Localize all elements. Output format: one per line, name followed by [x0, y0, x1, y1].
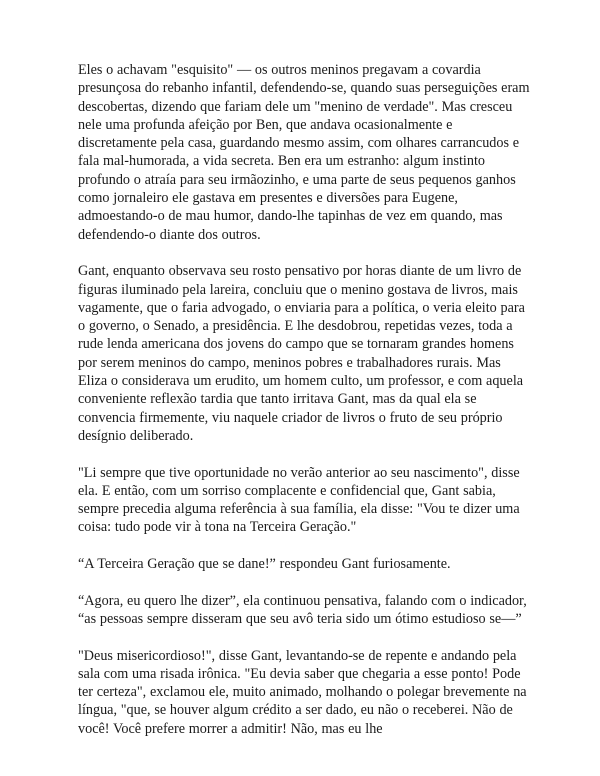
- paragraph-4: “A Terceira Geração que se dane!” respondeu Gant furiosamente.: [78, 556, 451, 573]
- paragraph-2: Gant, enquanto observava seu rosto pensativo por horas diante de um livro de figuras iluminado pela lareira, concluiu que o menino gostava de livros, mais vagamente, que o faria advogado, o enviaria para a política, o veria eleito para o governo, o Senado, a presidência. E lhe desdobrou, repetidas vezes, toda a rude lenda americana dos jovens do campo que se tornaram grandes homens por serem meninos do campo, meninos pobres e trabalhadores rurais. Mas Eliza o considerava um erudito, um homem culto, um professor, e com aquela conveniente reflexão tardia que tanto irritava Gant, mas da qual ela se convencia firmemente, viu naquele criador de livros o fruto de seu próprio desígnio deliberado.: [78, 263, 525, 444]
- paragraph-6: "Deus misericordioso!", disse Gant, levantando-se de repente e andando pela sala com uma risada irônica. "Eu devia saber que chegaria a esse ponto! Pode ter certeza", exclamou ele, muito animado, molhando o polegar brevemente na língua, "que, se houver algum crédito a ser dado, eu não o receberei. Não de você! Você prefere morrer a admitir! Não, mas eu lhe: [78, 647, 527, 737]
- paragraph-5: “Agora, eu quero lhe dizer”, ela continuou pensativa, falando com o indicador, “as pessoas sempre disseram que seu avô teria sido um ótimo estudioso se—”: [78, 592, 527, 627]
- document-page: [78, 61, 530, 756]
- paragraph-1: Eles o achavam "esquisito" — os outros meninos pregavam a covardia presunçosa do rebanho infantil, defendendo-se, quando suas perseguições eram descobertas, dizendo que fariam dele um "menino de verdade". Mas cresceu nele uma profunda afeição por Ben, que andava ocasionalmente e discretamente pela casa, guardando mesmo assim, com olhares carrancudos e fala mal-humorada, a vida secreta. Ben era um estranho: algum instinto profundo o atraía para seu irmãozinho, e uma parte de seus pequenos ganhos como jornaleiro ele gastava em presentes e diversões para Eugene, admoestando-o de mau humor, dando-lhe tapinhas de vez em quando, mas defendendo-o diante dos outros.: [78, 62, 530, 243]
- paragraph-3: "Li sempre que tive oportunidade no verão anterior ao seu nascimento", disse ela. E então, com um sorriso complacente e confidencial que, Gant sabia, sempre precedia alguma referência à sua família, ela disse: "Vou te dizer uma coisa: tudo pode vir à tona na Terceira Geração.": [78, 464, 520, 536]
